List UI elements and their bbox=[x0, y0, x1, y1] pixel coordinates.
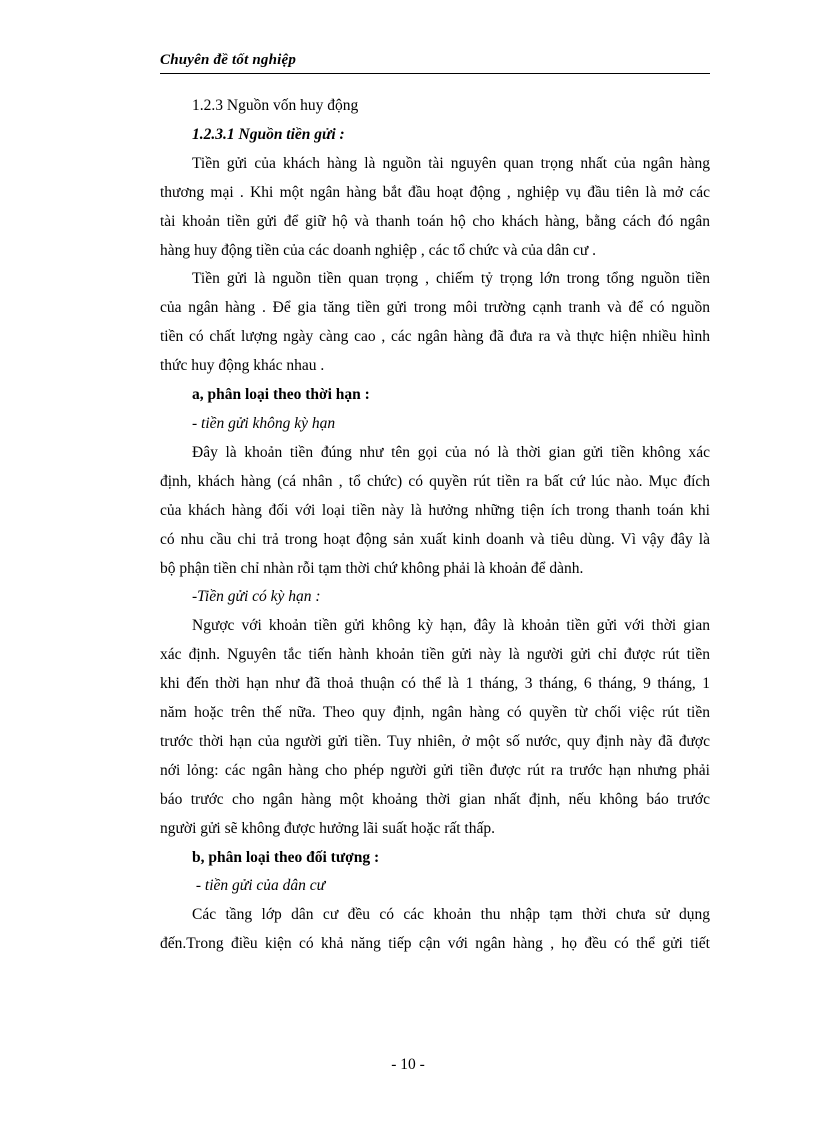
document-body bbox=[160, 92, 710, 959]
subsection-heading: 1.2.3.1 Nguồn tiền gửi : bbox=[192, 125, 345, 143]
paragraph-line: khi đến thời hạn như đã thoả thuận có thể là 1 tháng, 3 tháng, 6 tháng, 9 tháng, 1 bbox=[160, 675, 710, 693]
paragraph-line: người gửi sẽ không được hưởng lãi suất hoặc rất thấp. bbox=[160, 819, 495, 837]
subheading-a2: -Tiền gửi có kỳ hạn : bbox=[192, 588, 321, 606]
paragraph-line: thương mại . Khi một ngân hàng bắt đầu hoạt động , nghiệp vụ đầu tiên là mở các bbox=[160, 183, 710, 201]
paragraph-line: có nhu cầu chi trả trong hoạt động sản xuất kinh doanh và tiêu dùng. Vì vậy đây là bbox=[160, 530, 710, 548]
paragraph-line: Đây là khoản tiền đúng như tên gọi của nó là thời gian gửi tiền không xác bbox=[192, 443, 710, 461]
paragraph-line: Tiền gửi là nguồn tiền quan trọng , chiếm tỷ trọng lớn trong tổng nguồn tiền bbox=[192, 270, 710, 288]
paragraph-line: tài khoản tiền gửi để giữ hộ và thanh toán hộ cho khách hàng, bằng cách đó ngân bbox=[160, 212, 710, 230]
paragraph-line: Các tầng lớp dân cư đều có các khoản thu nhập tạm thời chưa sử dụng bbox=[192, 906, 710, 924]
section-heading: 1.2.3 Nguồn vốn huy động bbox=[192, 97, 359, 114]
paragraph-5 bbox=[160, 901, 710, 959]
paragraph-line: định, khách hàng (cá nhân , tổ chức) có quyền rút tiền ra bất cứ lúc nào. Mục đích bbox=[160, 472, 710, 490]
heading-a: a, phân loại theo thời hạn : bbox=[192, 386, 370, 404]
paragraph-3 bbox=[160, 439, 710, 584]
paragraph-1 bbox=[160, 150, 710, 266]
page-header bbox=[160, 49, 710, 74]
paragraph-line: xác định. Nguyên tắc tiến hành khoản tiền gửi này là người gửi chỉ được rút tiền bbox=[160, 646, 710, 664]
paragraph-line: hàng huy động tiền của các doanh nghiệp , các tổ chức và của dân cư . bbox=[160, 241, 596, 259]
paragraph-2 bbox=[160, 265, 710, 381]
paragraph-line: nới lỏng: các ngân hàng cho phép người gửi tiền được rút ra trước hạn nhưng phải bbox=[160, 761, 710, 779]
paragraph-line: của ngân hàng . Để gia tăng tiền gửi trong môi trường cạnh tranh và để có nguồn bbox=[160, 299, 710, 317]
paragraph-line: trước thời hạn của người gửi tiền. Tuy nhiên, ở một số nước, quy định này đã được bbox=[160, 732, 710, 750]
subheading-a1: - tiền gửi không kỳ hạn bbox=[192, 414, 336, 432]
paragraph-line: của khách hàng đối với loại tiền này là hưởng những tiện ích trong thanh toán khi bbox=[160, 501, 710, 519]
paragraph-line: tiền có chất lượng ngày càng cao , các ngân hàng đã đưa ra và thực hiện nhiều hình bbox=[160, 328, 710, 346]
subheading-b1: - tiền gửi của dân cư bbox=[192, 877, 326, 895]
paragraph-line: đến.Trong điều kiện có khả năng tiếp cận với ngân hàng , họ đều có thể gửi tiết bbox=[160, 935, 710, 953]
heading-b: b, phân loại theo đối tượng : bbox=[192, 848, 380, 866]
header-title: Chuyên đề tốt nghiệp bbox=[160, 52, 297, 68]
paragraph-4 bbox=[160, 612, 710, 843]
paragraph-line: Tiền gửi của khách hàng là nguồn tài nguyên quan trọng nhất của ngân hàng bbox=[192, 154, 710, 172]
paragraph-line: Ngược với khoản tiền gửi không kỳ hạn, đây là khoản tiền gửi với thời gian bbox=[192, 617, 710, 635]
paragraph-line: thức huy động khác nhau . bbox=[160, 357, 325, 375]
paragraph-line: báo trước cho ngân hàng một khoảng thời gian nhất định, nếu không báo trước bbox=[160, 790, 710, 808]
paragraph-line: năm hoặc trên thế nữa. Theo quy định, ngân hàng có quyền từ chối việc rút tiền bbox=[160, 704, 710, 722]
paragraph-line: bộ phận tiền chỉ nhàn rỗi tạm thời chứ không phải là khoản để dành. bbox=[160, 559, 584, 577]
page-number: - 10 - bbox=[391, 1056, 425, 1073]
